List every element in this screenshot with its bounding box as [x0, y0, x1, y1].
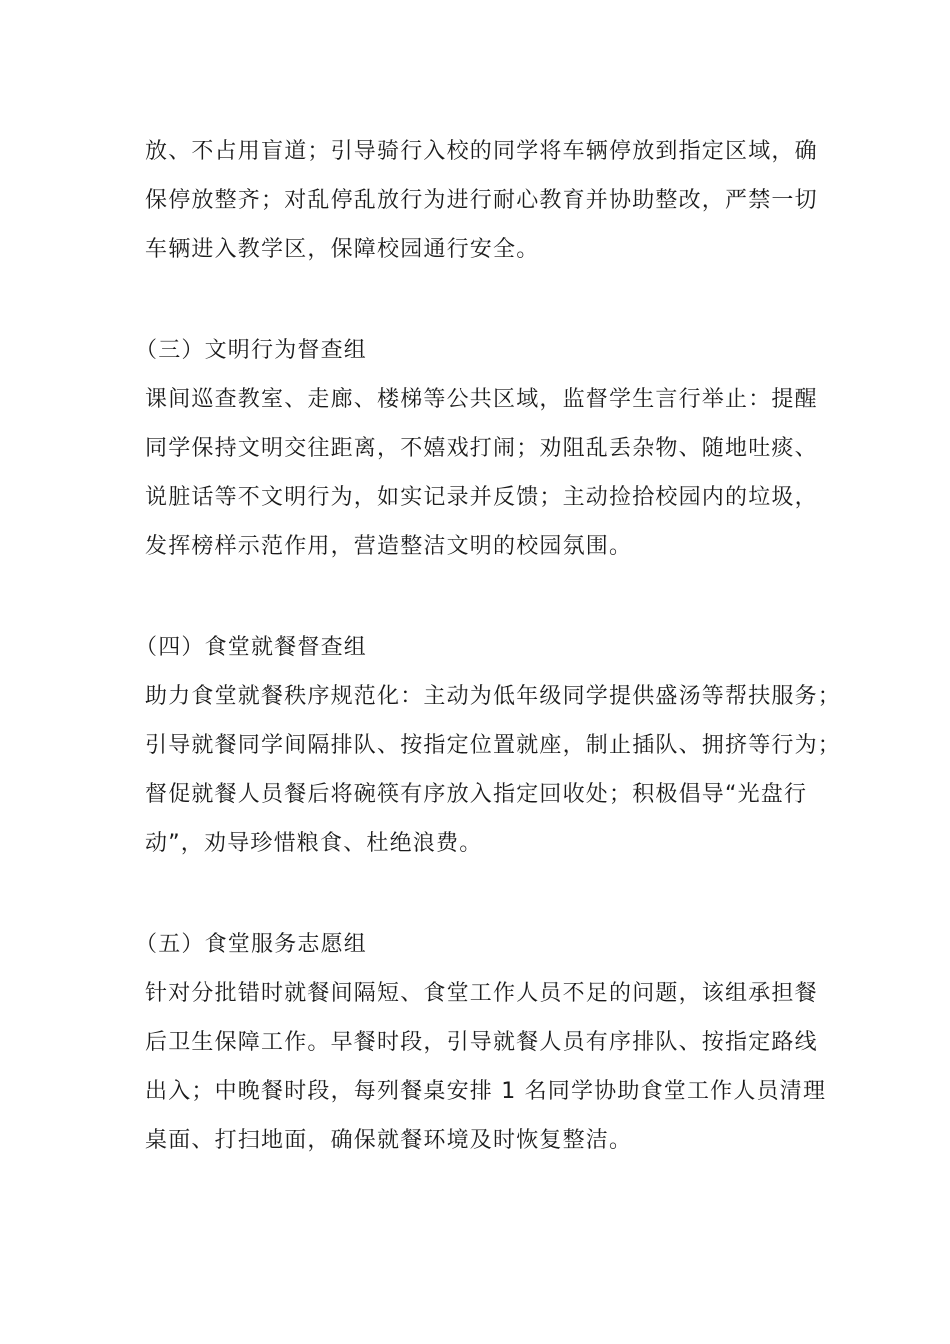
- section-heading-3: （三）文明行为督查组: [135, 338, 368, 363]
- section-5-line-3: 出入；中晚餐时段，每列餐桌安排 1 名同学协助食堂工作人员清理: [145, 1079, 827, 1104]
- intro-line-3: 车辆进入教学区，保障校园通行安全。: [145, 237, 540, 262]
- intro-line-2: 保停放整齐；对乱停乱放行为进行耐心教育并协助整改，严禁一切: [145, 188, 818, 213]
- section-heading-4: （四）食堂就餐督查组: [135, 635, 368, 660]
- section-heading-5: （五）食堂服务志愿组: [135, 932, 368, 957]
- section-4-line-1: 助力食堂就餐秩序规范化：主动为低年级同学提供盛汤等帮扶服务；: [145, 684, 842, 709]
- section-3-line-1: 课间巡查教室、走廊、楼梯等公共区域，监督学生言行举止：提醒: [145, 387, 818, 412]
- section-4-line-2: 引导就餐同学间隔排队、按指定位置就座，制止插队、拥挤等行为；: [145, 733, 842, 758]
- section-5-line-1: 针对分批错时就餐间隔短、食堂工作人员不足的问题，该组承担餐: [145, 981, 818, 1006]
- section-4-line-4: 动”，劝导珍惜粮食、杜绝浪费。: [145, 831, 483, 856]
- section-3-line-4: 发挥榜样示范作用，营造整洁文明的校园氛围。: [145, 534, 633, 559]
- section-3-line-3: 说脏话等不文明行为，如实记录并反馈；主动捡拾校园内的垃圾，: [145, 485, 818, 510]
- section-3-line-2: 同学保持文明交往距离，不嬉戏打闹；劝阻乱丢杂物、随地吐痰、: [145, 436, 818, 461]
- intro-line-1: 放、不占用盲道；引导骑行入校的同学将车辆停放到指定区域，确: [145, 139, 818, 164]
- section-4-line-3: 督促就餐人员餐后将碗筷有序放入指定回收处；积极倡导“光盘行: [145, 782, 808, 807]
- section-5-line-2: 后卫生保障工作。早餐时段，引导就餐人员有序排队、按指定路线: [145, 1030, 818, 1055]
- section-5-line-4: 桌面、打扫地面，确保就餐环境及时恢复整洁。: [145, 1128, 633, 1153]
